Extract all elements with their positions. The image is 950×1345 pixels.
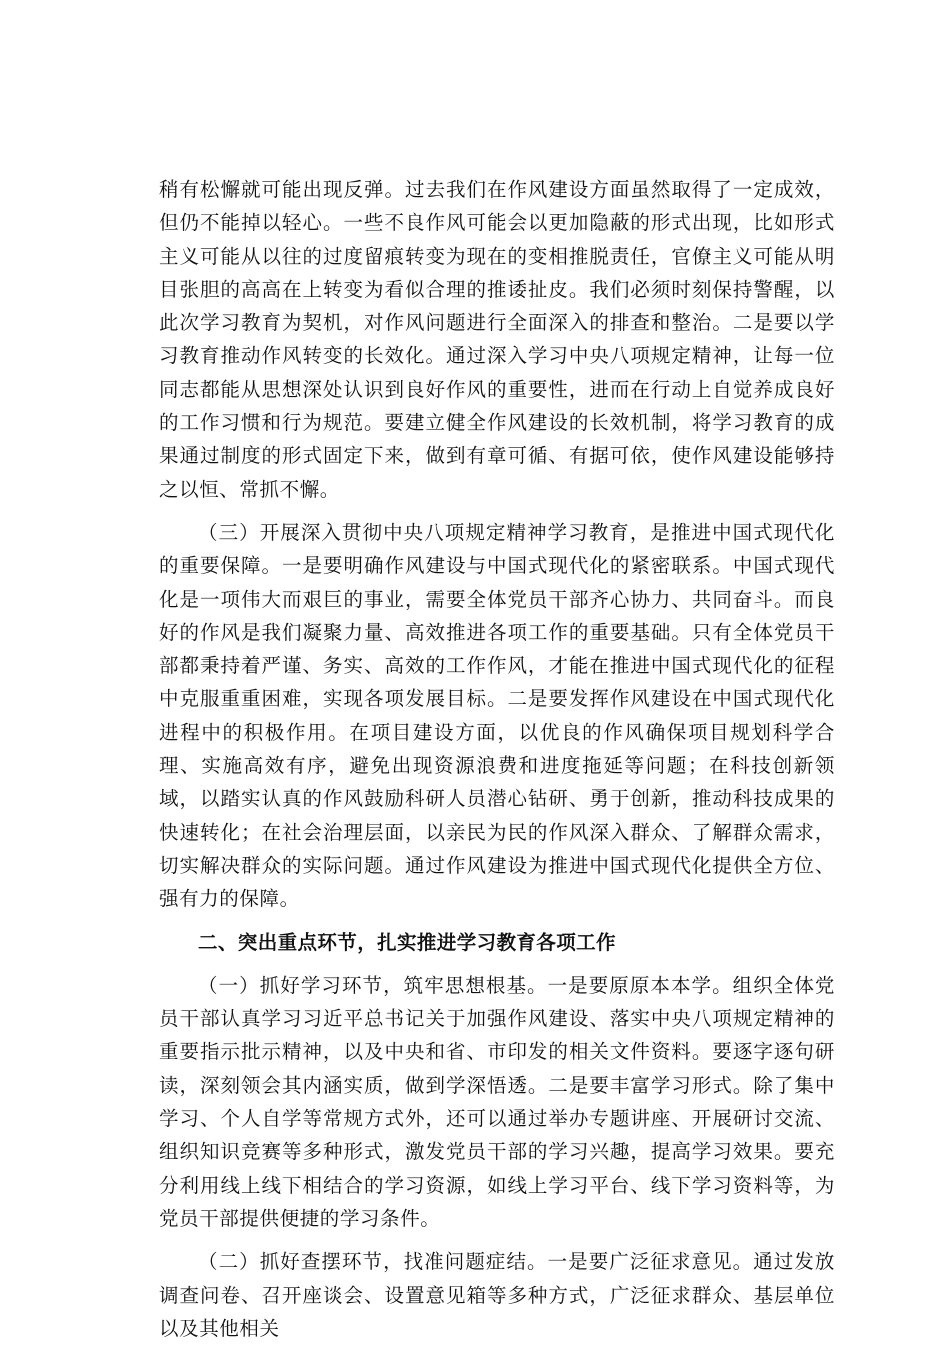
- paragraph-study-stage: （一）抓好学习环节，筑牢思想根基。一是要原原本本学。组织全体党员干部认真学习习近平总书记关于加强作风建设、落实中央八项规定精神的重要指示批示精神，以及中央和省、市印发的相关文件资料。要逐字逐句研读，深刻领会其内涵实质，做到学深悟透。二是要丰富学习形式。除了集中学习、个人自学等常规方式外，还可以通过举办专题讲座、开展研讨交流、组织知识竞赛等多种形式，激发党员干部的学习兴趣，提高学习效果。要充分利用线上线下相结合的学习资源，如线上学习平台、线下学习资料等，为党员干部提供便捷的学习条件。: [159, 973, 835, 1230]
- paragraph-continuation: 稍有松懈就可能出现反弹。过去我们在作风建设方面虽然取得了一定成效，但仍不能掉以轻心。一些不良作风可能会以更加隐蔽的形式出现，比如形式主义可能从以往的过度留痕转变为现在的变相推脱责任，官僚主义可能从明目张胆的高高在上转变为看似合理的推诿扯皮。我们必须时刻保持警醒，以此次学习教育为契机，对作风问题进行全面深入的排查和整治。二是要以学习教育推动作风转变的长效化。通过深入学习中央八项规定精神，让每一位同志都能从思想深处认识到良好作风的重要性，进而在行动上自觉养成良好的工作习惯和行为规范。要建立健全作风建设的长效机制，将学习教育的成果通过制度的形式固定下来，做到有章可循、有据可依，使作风建设能够持之以恒、常抓不懈。: [159, 178, 835, 501]
- paragraph-inspection-stage: （二）抓好查摆环节，找准问题症结。一是要广泛征求意见。通过发放调查问卷、召开座谈会、设置意见箱等多种方式，广泛征求群众、基层单位以及其他相关: [159, 1250, 835, 1340]
- section-heading-two: 二、突出重点环节，扎实推进学习教育各项工作: [198, 930, 616, 954]
- document-body: [159, 173, 835, 1345]
- paragraph-section-three: （三）开展深入贯彻中央八项规定精神学习教育，是推进中国式现代化的重要保障。一是要明确作风建设与中国式现代化的紧密联系。中国式现代化是一项伟大而艰巨的事业，需要全体党员干部齐心协力、共同奋斗。而良好的作风是我们凝聚力量、高效推进各项工作的重要基础。只有全体党员干部都秉持着严谨、务实、高效的工作作风，才能在推进中国式现代化的征程中克服重重困难，实现各项发展目标。二是要发挥作风建设在中国式现代化进程中的积极作用。在项目建设方面，以优良的作风确保项目规划科学合理、实施高效有序，避免出现资源浪费和进度拖延等问题；在科技创新领域，以踏实认真的作风鼓励科研人员潜心钻研、勇于创新，推动科技成果的快速转化；在社会治理层面，以亲民为民的作风深入群众、了解群众需求，切实解决群众的实际问题。通过作风建设为推进中国式现代化提供全方位、强有力的保障。: [159, 520, 835, 911]
